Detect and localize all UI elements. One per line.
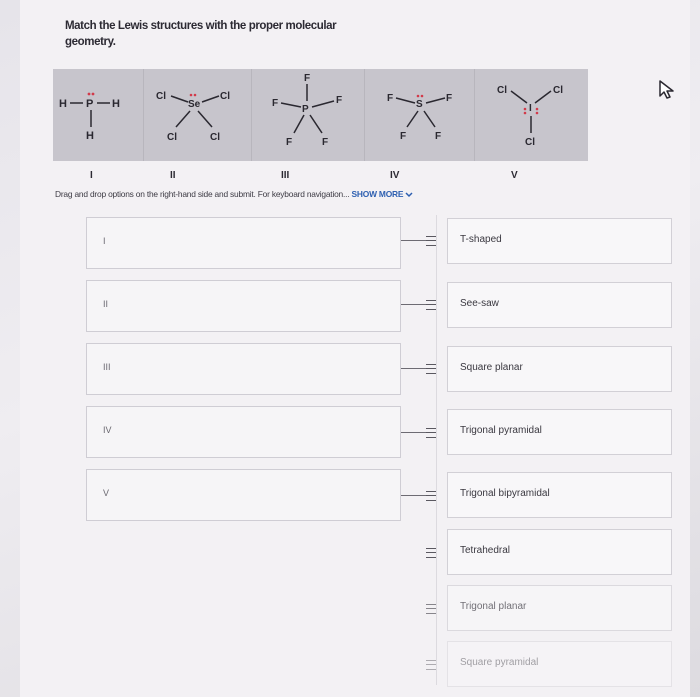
drop-target-i[interactable] <box>86 217 401 269</box>
molecule-numeral: IV <box>390 170 400 181</box>
atom-label: F <box>434 131 441 142</box>
connector-line <box>401 304 427 305</box>
option-label: Tetrahedral <box>460 545 511 556</box>
question-card <box>20 0 690 697</box>
lewis-structures-strip <box>53 69 588 161</box>
option-trigonal-planar[interactable] <box>447 585 672 631</box>
connector-line <box>401 240 427 241</box>
drop-target-label: I <box>103 236 106 246</box>
drag-handle-icon[interactable] <box>426 236 436 246</box>
drag-drop-instructions <box>55 189 413 199</box>
atom-label: Cl <box>166 132 177 143</box>
drag-handle-icon[interactable] <box>426 364 436 374</box>
connector-line <box>401 368 427 369</box>
option-square-planar[interactable] <box>447 346 672 392</box>
atom-label: F <box>304 73 311 84</box>
atom-label: P <box>302 104 309 115</box>
atom-label: H <box>112 98 120 110</box>
show-more-label: SHOW MORE <box>351 189 404 199</box>
molecule-numeral: V <box>511 170 518 181</box>
drop-target-label: III <box>103 362 111 372</box>
atom-label: F <box>399 131 406 142</box>
option-square-pyramidal[interactable] <box>447 641 672 687</box>
atom-label: F <box>272 98 279 109</box>
atom-label: Cl <box>209 132 220 143</box>
molecule-i <box>53 69 144 161</box>
atom-label: P <box>86 98 94 110</box>
option-label: Trigonal pyramidal <box>460 425 542 436</box>
drop-target-label: II <box>103 299 109 309</box>
option-trigonal-pyramidal[interactable] <box>447 409 672 455</box>
atom-label: Cl <box>219 91 230 102</box>
option-see-saw[interactable] <box>447 282 672 328</box>
option-trigonal-bipyramidal[interactable] <box>447 472 672 518</box>
mouse-pointer-icon <box>657 78 679 100</box>
option-label: Trigonal planar <box>460 601 527 612</box>
molecule-iii <box>252 69 365 161</box>
atom-label: I <box>529 103 533 114</box>
atom-label: Cl <box>497 85 508 96</box>
atom-label: F <box>322 137 329 148</box>
atom-label: Se <box>187 99 200 110</box>
atom-label: F <box>286 137 293 148</box>
atom-label: Cl <box>155 91 166 102</box>
drop-target-label: V <box>103 488 110 498</box>
option-label: T-shaped <box>460 234 502 245</box>
drop-target-v[interactable] <box>86 469 401 521</box>
atom-label: H <box>59 98 67 110</box>
atom-label: Cl <box>525 137 536 148</box>
option-label: Trigonal bipyramidal <box>460 488 550 499</box>
atom-label: F <box>336 95 343 106</box>
instructions-text: Drag and drop options on the right-hand side and submit. For keyboard navigation... <box>55 189 350 199</box>
option-label: Square planar <box>460 362 523 373</box>
molecule-numeral: II <box>170 170 176 181</box>
atom-label: F <box>445 93 452 104</box>
connector-line <box>401 495 427 496</box>
drag-handle-icon[interactable] <box>426 660 436 670</box>
drag-handle-icon[interactable] <box>426 428 436 438</box>
drop-target-ii[interactable] <box>86 280 401 332</box>
option-tetrahedral[interactable] <box>447 529 672 575</box>
drop-target-iv[interactable] <box>86 406 401 458</box>
chevron-down-icon <box>405 192 413 198</box>
molecule-ii <box>144 69 253 161</box>
option-label: See-saw <box>460 298 499 309</box>
option-label: Square pyramidal <box>460 657 539 668</box>
molecule-numeral: III <box>281 170 290 181</box>
drag-handle-icon[interactable] <box>426 604 436 614</box>
option-t-shaped[interactable] <box>447 218 672 264</box>
atom-label: F <box>386 93 393 104</box>
drop-target-iii[interactable] <box>86 343 401 395</box>
drag-handle-icon[interactable] <box>426 548 436 558</box>
question-text: Match the Lewis structures with the proper molecular geometry. <box>65 20 337 48</box>
atom-label: S <box>415 99 423 110</box>
column-divider <box>436 215 437 685</box>
atom-label: H <box>86 130 94 142</box>
drop-target-label: IV <box>103 425 112 435</box>
molecule-v <box>475 69 588 161</box>
show-more-link[interactable] <box>352 189 414 199</box>
connector-line <box>401 432 427 433</box>
molecule-iv <box>365 69 476 161</box>
drag-handle-icon[interactable] <box>426 300 436 310</box>
drag-handle-icon[interactable] <box>426 491 436 501</box>
molecule-numeral: I <box>90 170 93 181</box>
atom-label: Cl <box>553 85 564 96</box>
